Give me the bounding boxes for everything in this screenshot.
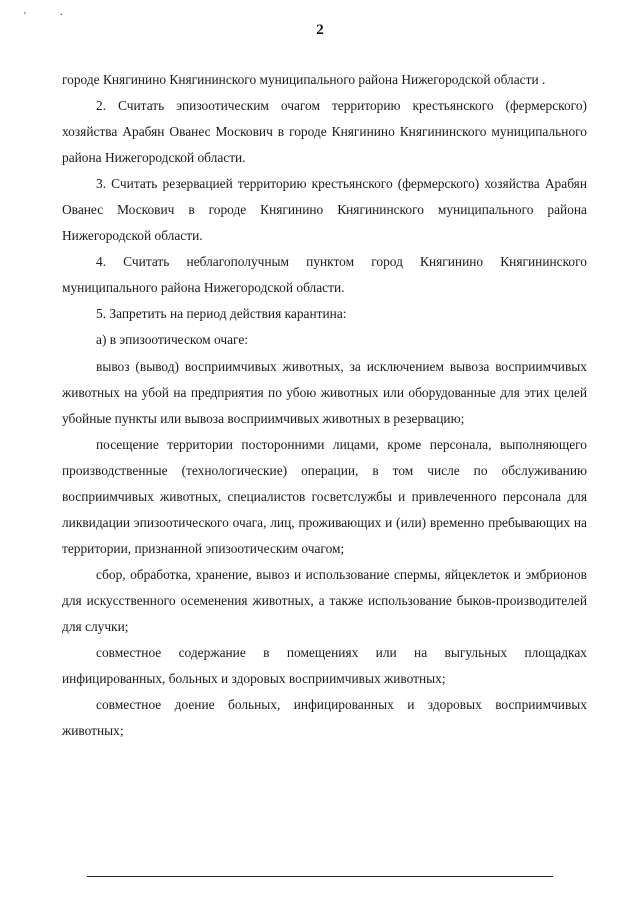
page-number: 2 — [316, 22, 324, 38]
paragraph: 5. Запретить на период действия карантина: — [96, 306, 347, 322]
paragraph: вывоз (вывод) восприимчивых животных, за исключением вывоза восприимчивых животных на убой на предприятия по убою животных или оборудованные для этих целей убойные пункты или вывоза восприимчивых животных в резервацию; — [62, 358, 587, 426]
paragraph: совместное содержание в помещениях или на выгульных площадках инфицированных, больных и здоровых восприимчивых животных; — [62, 645, 587, 687]
scan-mark: ' — [24, 11, 26, 22]
paragraph: 4. Считать неблагополучным пунктом город Княгинино Княгининского муниципального района Нижегородской области. — [62, 254, 587, 296]
paragraph: совместное доение больных, инфицированных и здоровых восприимчивых животных; — [62, 697, 587, 739]
paragraph: а) в эпизоотическом очаге: — [96, 332, 248, 348]
paragraph: 3. Считать резервацией территорию крестьянского (фермерского) хозяйства Арабян Ованес Москович в городе Княгинино Княгининского муниципального района Нижегородской области. — [62, 176, 587, 244]
bottom-divider — [87, 876, 553, 877]
paragraph: 2. Считать эпизоотическим очагом территорию крестьянского (фермерского) хозяйства Арабян Ованес Москович в городе Княгинино Княгининского муниципального района Нижегородской области. — [62, 98, 587, 166]
paragraph: городе Княгинино Княгининского муниципального района Нижегородской области . — [62, 72, 546, 87]
paragraph: посещение территории посторонними лицами, кроме персонала, выполняющего производственные (технологические) операции, в том числе по обслуживанию восприимчивых животных, специалистов госветслужбы и привлеченного персонала для ликвидации эпизоотического очага, лиц, проживающих и (или) временно пребывающих на территории, признанной эпизоотическим очагом; — [62, 436, 587, 556]
scan-mark: . — [60, 7, 63, 18]
paragraph: сбор, обработка, хранение, вывоз и использование спермы, яйцеклеток и эмбрионов для искусственного осеменения животных, а также использование быков-производителей для случки; — [62, 566, 587, 634]
document-body — [62, 67, 587, 744]
